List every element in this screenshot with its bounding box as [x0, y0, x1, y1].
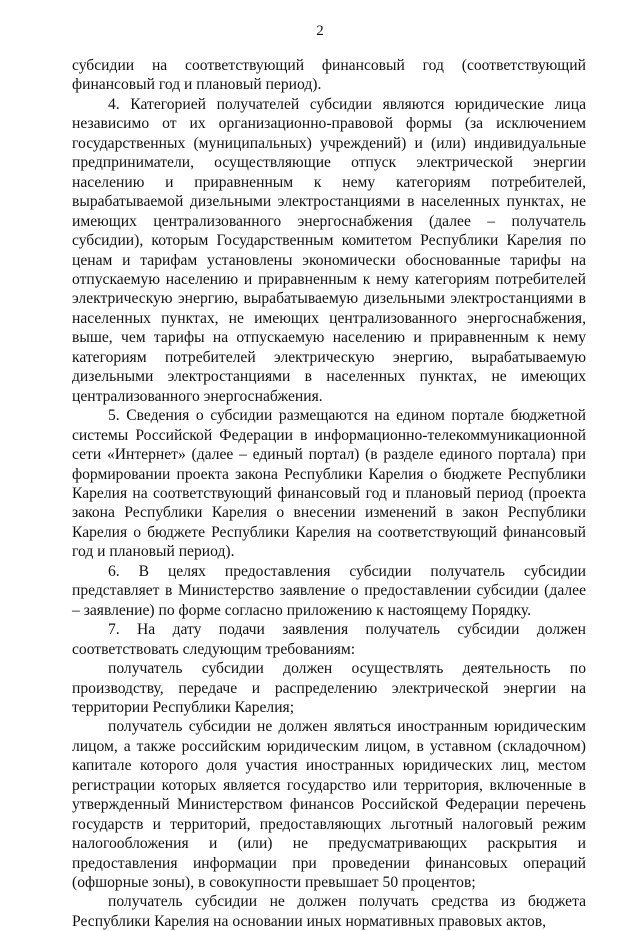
paragraph-item-6: 6. В целях предоставления субсидии получатель субсидии представляет в Министерство заявление о предоставлении субсидии (далее – заявление) по форме согласно приложению к настоящему Порядку. [72, 562, 586, 619]
requirement-not-foreign-entity: получатель субсидии не должен являться иностранным юридическим лицом, а также российским юридическим лицом, в уставном (складочном) капитале которого доля участия иностранных юридических лиц, местом регистрации которых является государство или территория, включенные в утвержденный Министерством финансов Российской Федерации перечень государств и территорий, предоставляющих льготный налоговый режим налогообложения и (или) не предусматривающих раскрытия и предоставления информации при проведении финансовых операций (офшорные зоны), в совокупности превышает 50 процентов; [72, 718, 586, 892]
paragraph-item-7: 7. На дату подачи заявления получатель субсидии должен соответствовать следующим требованиям: [72, 621, 586, 658]
paragraph-item-4: 4. Категорией получателей субсидии являются юридические лица независимо от их организационно-правовой формы (за исключением государственных (муниципальных) учреждений) и (или) индивидуальные предприниматели, осуществляющие отпуск электрической энергии населению и приравненным к нему категориям потребителей, вырабатываемой дизельными электростанциями в населенных пунктах, не имеющих централизованного энергоснабжения (далее – получатель субсидии), которым Государственным комитетом Республики Карелия по ценам и тарифам установлены экономически обоснованные тарифы на отпускаемую населению и приравненным к нему категориям потребителей электрическую энергию, вырабатываемую дизельными электростанциями в населенных пунктах, не имеющих централизованного энергоснабжения, выше, чем тарифы на отпускаемую населению и приравненным к нему категориям потребителей электрическую энергию, вырабатываемую дизельными электростанциями в населенных пунктах, не имеющих централизованного энергоснабжения. [72, 95, 586, 405]
paragraph-item-5: 5. Сведения о субсидии размещаются на едином портале бюджетной системы Российской Федерации в информационно-телекоммуникационной сети «Интернет» (далее – единый портал) (в разделе единого портала) при формировании проекта закона Республики Карелия о бюджете Республики Карелия на соответствующий финансовый год и плановый период (проекта закона Республики Карелия о внесении изменений в закон Республики Карелия о бюджете Республики Карелия на соответствующий финансовый год и плановый период). [72, 407, 586, 561]
requirement-no-other-funds: получатель субсидии не должен получать средства из бюджета Республики Карелия на основании иных нормативных правовых актов, [72, 893, 586, 930]
document-body [72, 56, 586, 931]
requirement-activity: получатель субсидии должен осуществлять деятельность по производству, передаче и распределению электрической энергии на территории Республики Карелия; [72, 660, 586, 716]
paragraph-continuation: субсидии на соответствующий финансовый год (соответствующий финансовый год и плановый период). [72, 57, 586, 94]
page-number: 2 [316, 23, 324, 39]
